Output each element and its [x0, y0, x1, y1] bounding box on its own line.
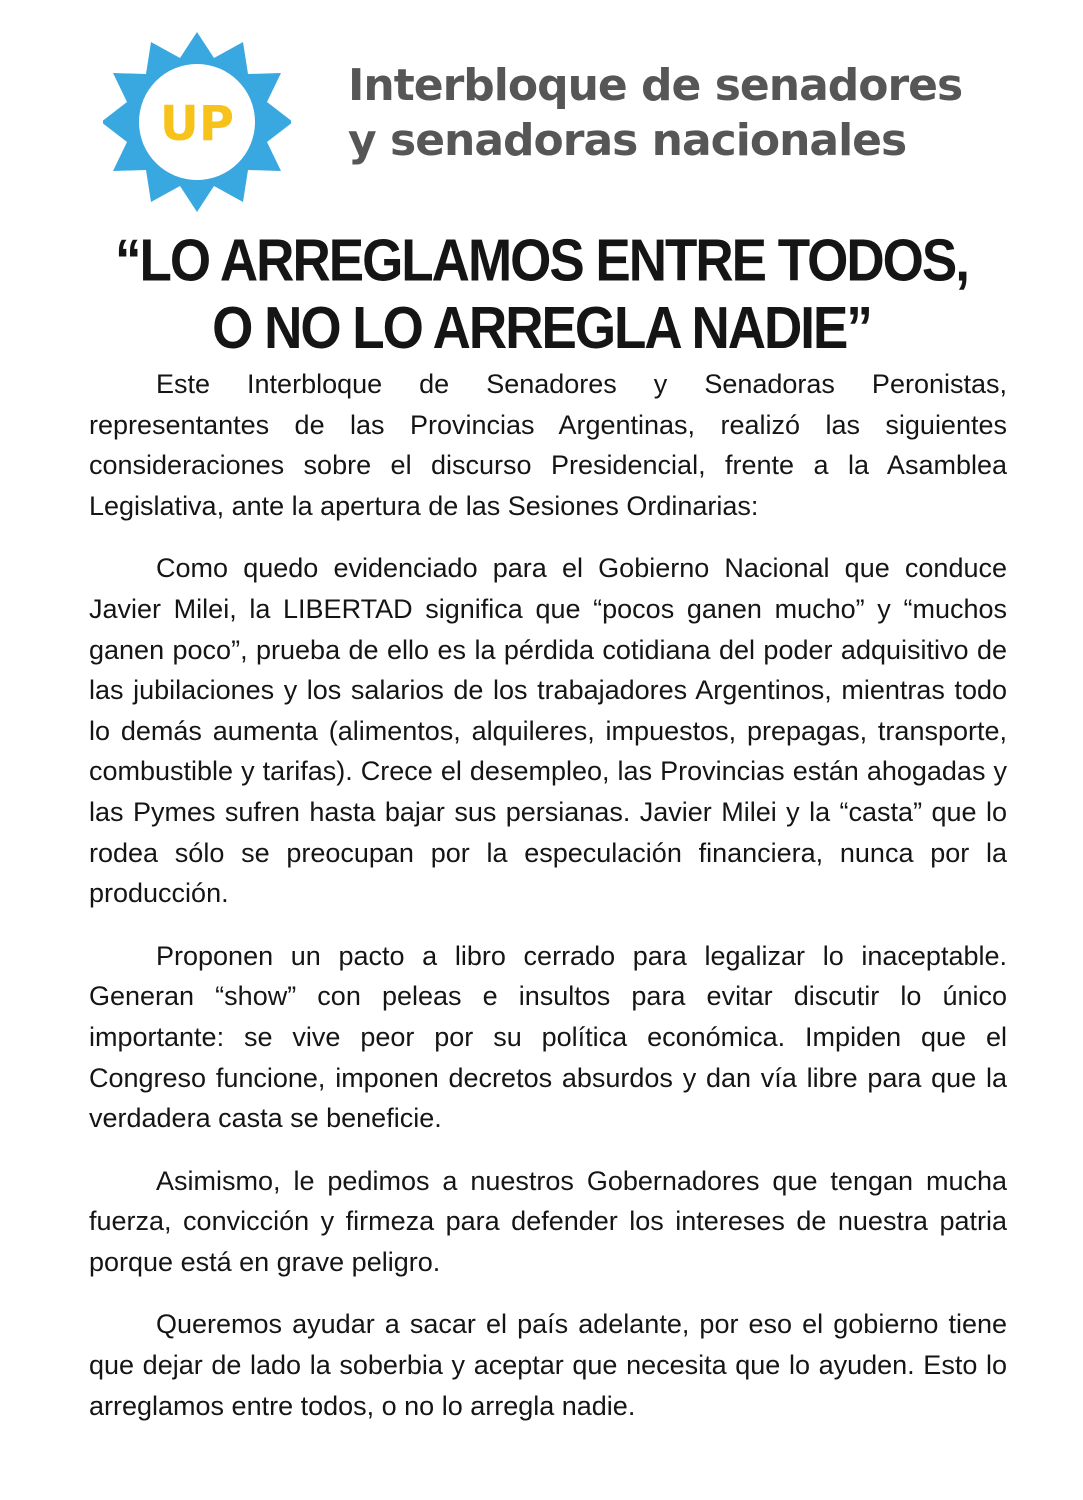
statement-body: [89, 364, 1007, 1448]
organization-name-line2: y senadoras nacionales: [348, 115, 907, 166]
paragraph-5: Queremos ayudar a sacar el país adelante, por eso el gobierno tiene que dejar de lado la soberbia y aceptar que necesita que lo ayuden. Esto lo arreglamos entre todos, o no lo arregla nadie.: [89, 1309, 1007, 1421]
headline: [40, 228, 1043, 362]
headline-line2: O NO LO ARREGLA NADIE”: [212, 295, 871, 362]
organization-name-line1: Interbloque de senadores: [348, 60, 963, 111]
paragraph-1: Este Interbloque de Senadores y Senadoras Peronistas, representantes de las Provincias Argentinas, realizó las siguientes consideraciones sobre el discurso Presidencial, frente a la Asamblea Legislativa, ante la apertura de las Sesiones Ordinarias:: [89, 369, 1007, 521]
headline-line1: “LO ARREGLAMOS ENTRE TODOS,: [115, 228, 968, 295]
organization-name: [348, 58, 1048, 168]
paragraph-2: Como quedo evidenciado para el Gobierno Nacional que conduce Javier Milei, la LIBERTAD significa que “pocos ganen mucho” y “muchos ganen poco”, prueba de ello es la pérdida cotidiana del poder adquisitivo de las jubilaciones y los salarios de los trabajadores Argentinos, mientras todo lo demás aumenta (alimentos, alquileres, impuestos, prepagas, transporte, combustible y tarifas). Crece el desempleo, las Provincias están ahogadas y las Pymes sufren hasta bajar sus persianas. Javier Milei y la “casta” que lo rodea sólo se preocupan por la especulación financiera, nunca por la producción.: [89, 553, 1007, 909]
logo-text: UP: [159, 96, 235, 152]
paragraph-4: Asimismo, le pedimos a nuestros Gobernadores que tengan mucha fuerza, convicción y firmeza para defender los intereses de nuestra patria porque está en grave peligro.: [89, 1165, 1007, 1277]
sun-badge-logo-icon: [103, 28, 291, 216]
paragraph-3: Proponen un pacto a libro cerrado para legalizar lo inaceptable. Generan “show” con peleas e insultos para evitar discutir lo único importante: se vive peor por su política económica. Impiden que el Congreso funcione, imponen decretos absurdos y dan vía libre para que la verdadera casta se beneficie.: [89, 940, 1007, 1134]
header: [0, 0, 1083, 225]
